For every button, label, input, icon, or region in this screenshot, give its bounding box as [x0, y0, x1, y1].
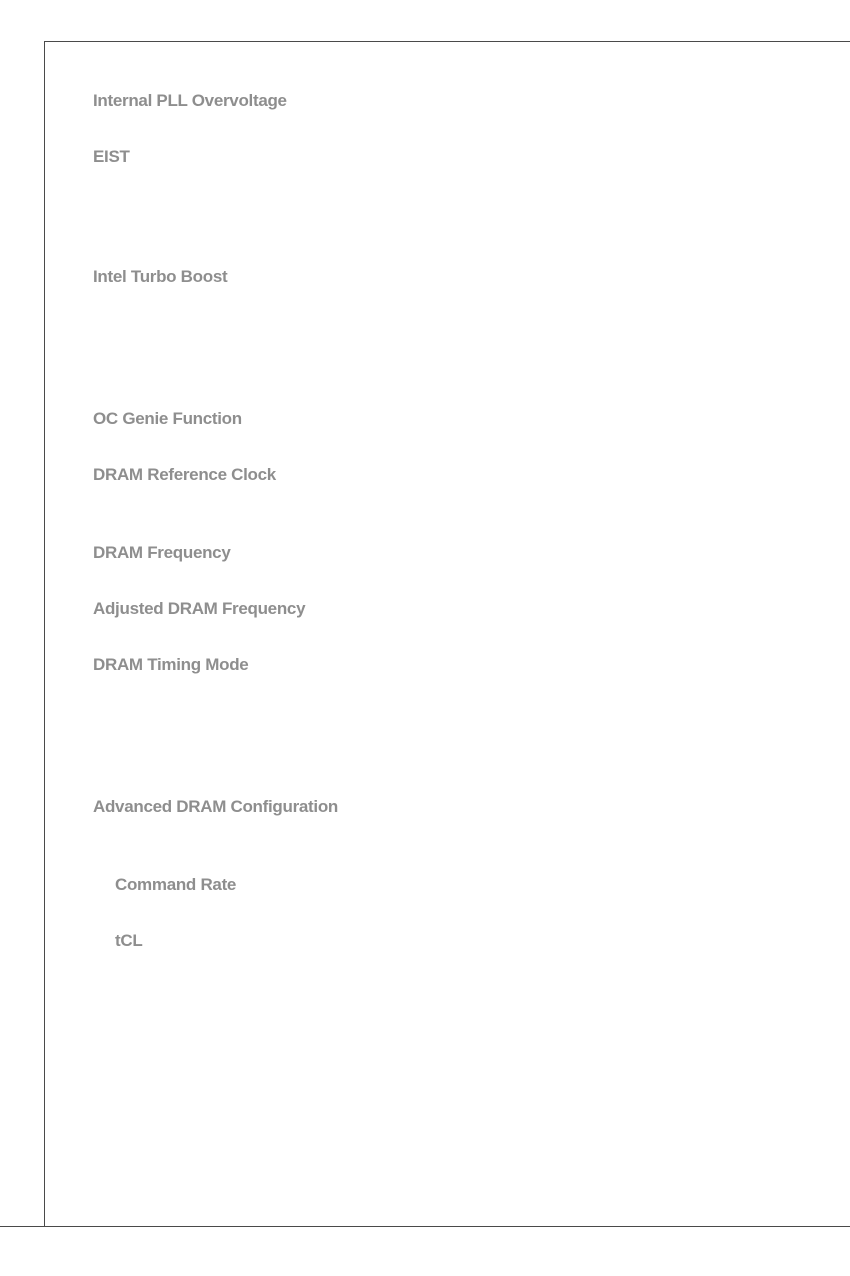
setting-advanced-dram-configuration: Advanced DRAM Configuration — [93, 797, 339, 816]
setting-intel-turbo-boost: Intel Turbo Boost — [93, 267, 228, 286]
frame-left-border — [44, 41, 45, 1226]
setting-command-rate: Command Rate — [115, 875, 237, 894]
setting-dram-reference-clock: DRAM Reference Clock — [93, 465, 276, 484]
setting-adjusted-dram-frequency: Adjusted DRAM Frequency — [93, 599, 306, 618]
setting-dram-frequency: DRAM Frequency — [93, 543, 231, 562]
frame-bottom-border — [0, 1226, 850, 1227]
setting-eist: EIST — [93, 147, 130, 166]
setting-tcl: tCL — [115, 931, 143, 950]
setting-oc-genie-function: OC Genie Function — [93, 409, 242, 428]
setting-dram-timing-mode: DRAM Timing Mode — [93, 655, 249, 674]
frame-top-border — [44, 41, 850, 42]
setting-internal-pll-overvoltage: Internal PLL Overvoltage — [93, 91, 287, 110]
